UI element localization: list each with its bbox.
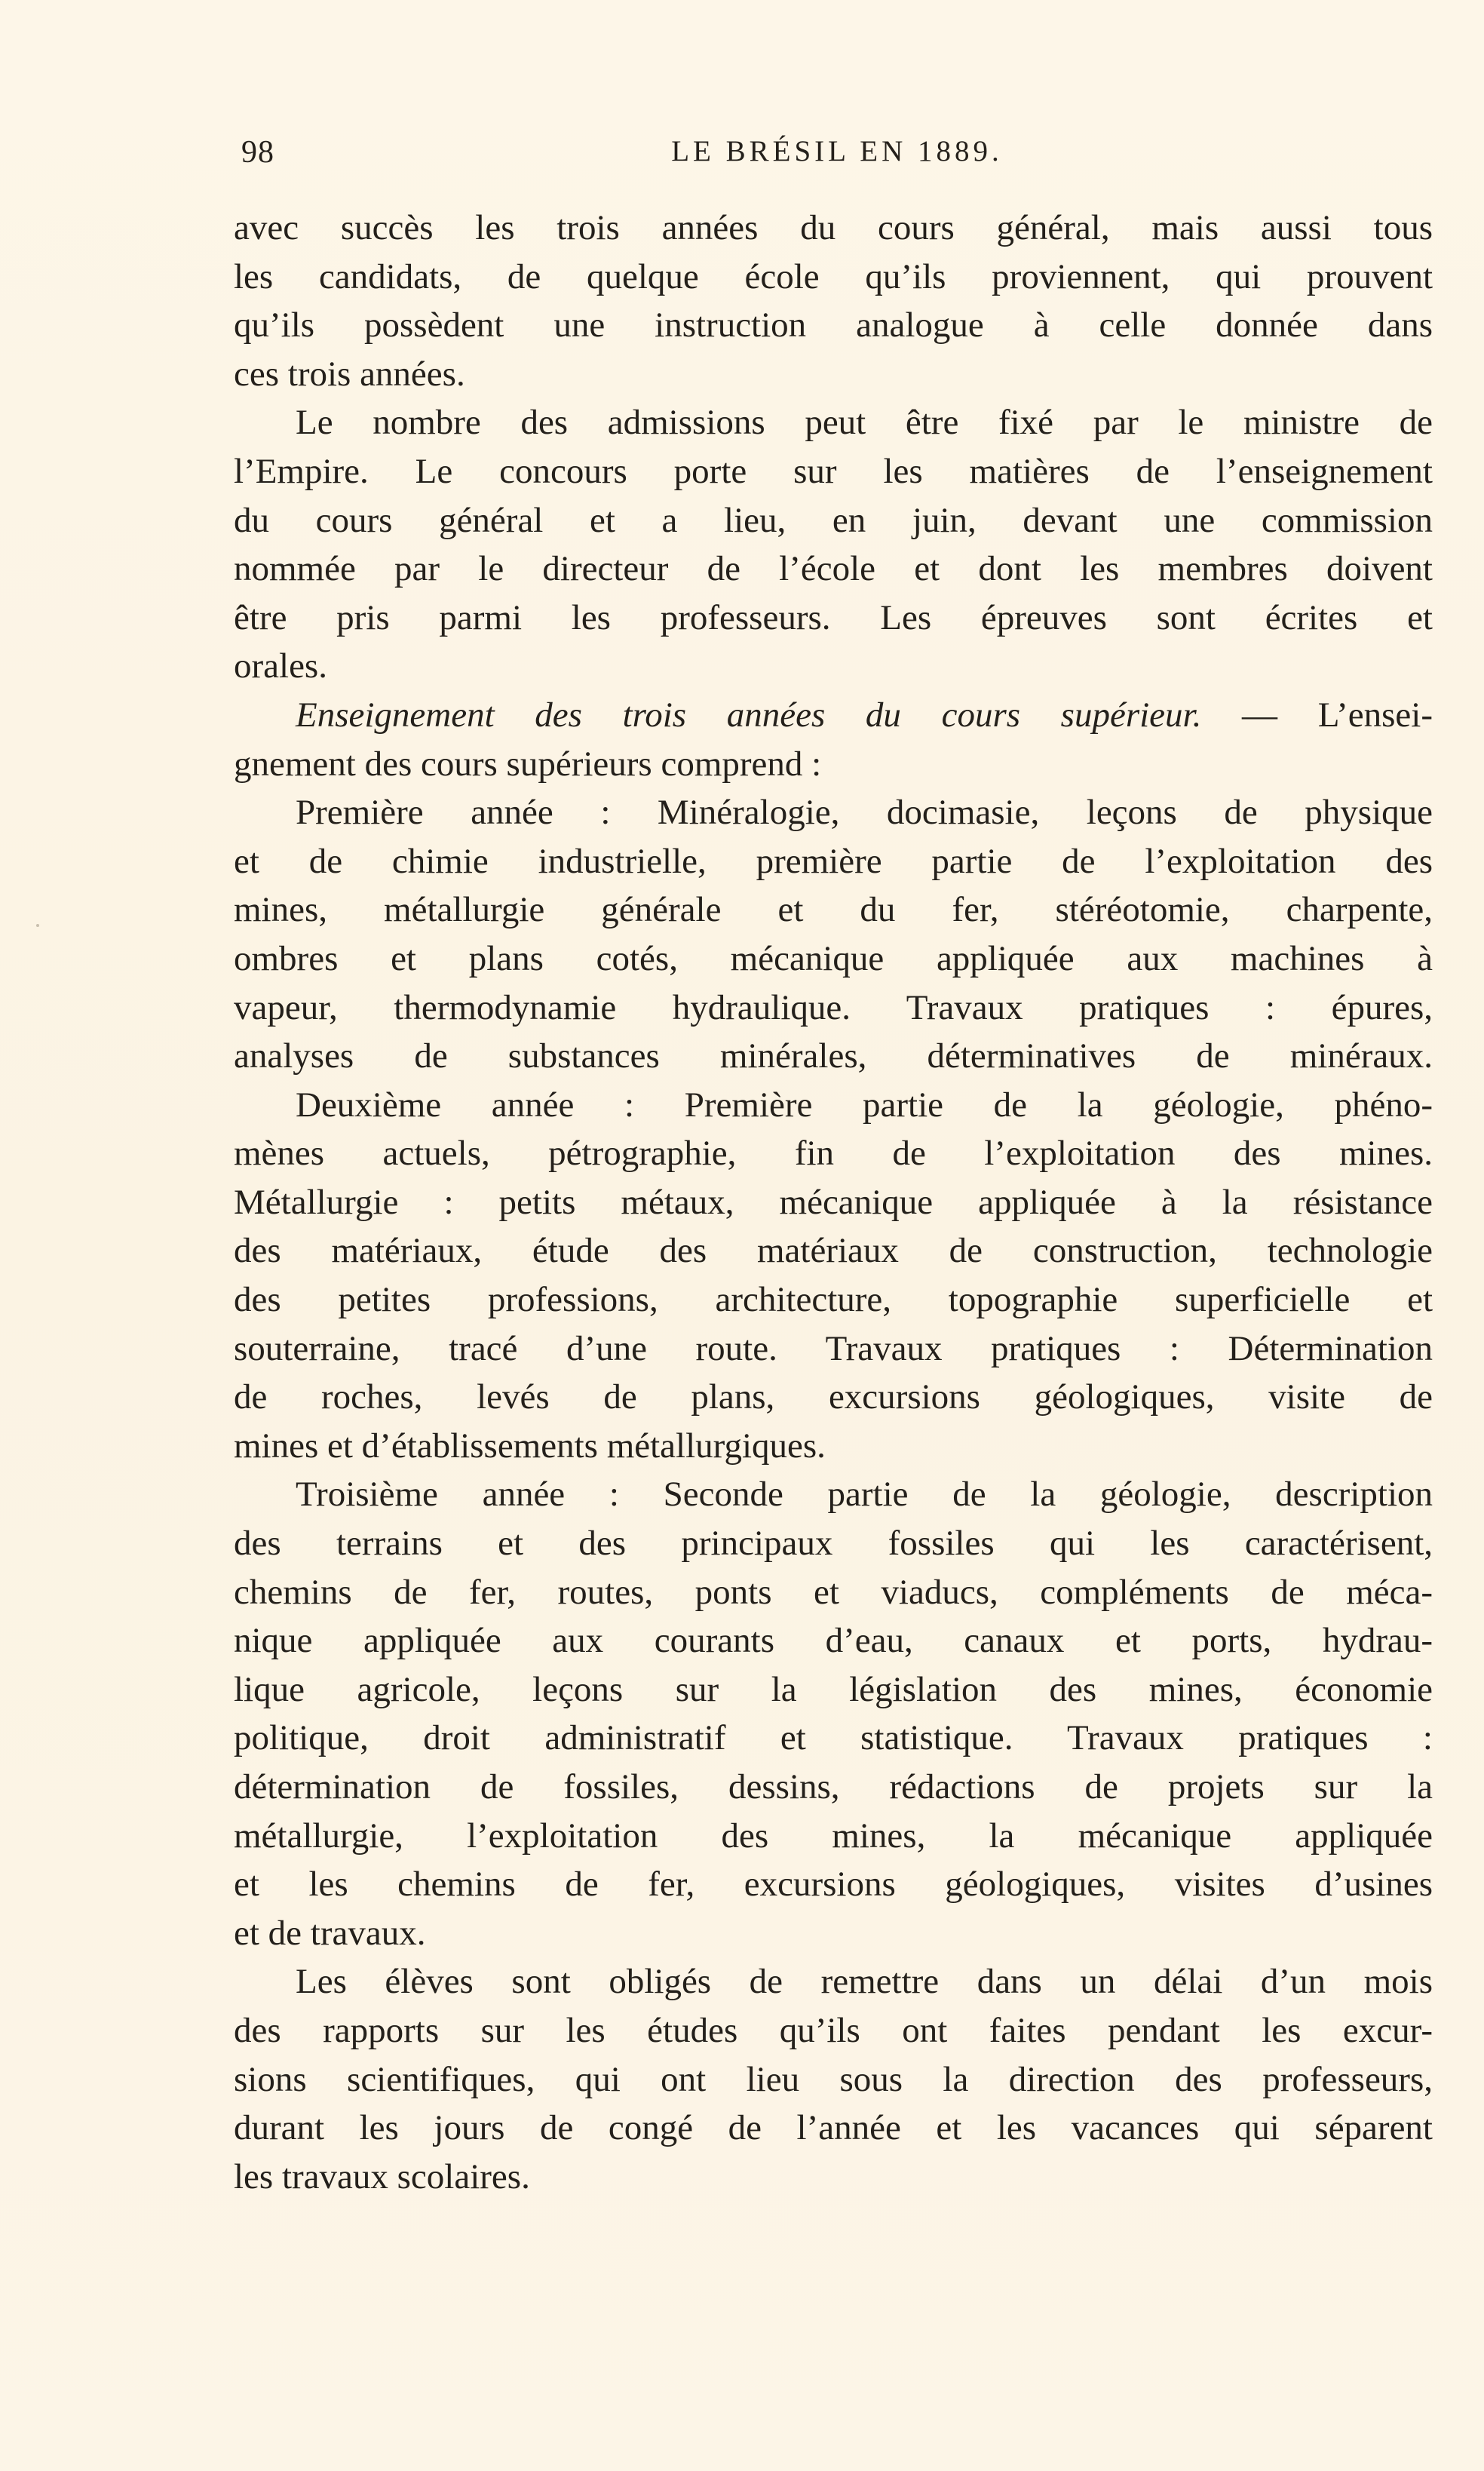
section-heading-line <box>234 691 1433 740</box>
text-line: nique appliquée aux courants d’eau, canaux et ports, hydrau- <box>234 1621 1433 1661</box>
text-line: du cours général et a lieu, en juin, devant une commission <box>234 500 1433 540</box>
page-number: 98 <box>241 135 274 170</box>
text-line: Le nombre des admissions peut être fixé par le ministre de <box>296 403 1433 443</box>
text-line: détermination de fossiles, dessins, rédactions de projets sur la <box>234 1767 1433 1806</box>
text-line: les travaux scolaires. <box>234 2156 530 2196</box>
body-text <box>234 204 1433 2201</box>
text-line: durant les jours de congé de l’année et les vacances qui séparent <box>234 2108 1433 2148</box>
heading-continuation: — L’ensei- <box>1201 695 1433 735</box>
text-line: métallurgie, l’exploitation des mines, la mécanique appliquée <box>234 1816 1433 1856</box>
text-line: politique, droit administratif et statistique. Travaux pratiques : <box>234 1718 1433 1758</box>
paper-speck <box>36 924 39 927</box>
text-line: Deuxième année : Première partie de la géologie, phéno- <box>296 1085 1433 1125</box>
text-line: lique agricole, leçons sur la législation des mines, économie <box>234 1669 1433 1709</box>
text-line: avec succès les trois années du cours général, mais aussi tous <box>234 208 1433 247</box>
text-line: qu’ils possèdent une instruction analogue à celle donnée dans <box>234 305 1433 345</box>
text-line: ces trois années. <box>234 354 465 394</box>
text-line: et les chemins de fer, excursions géologiques, visites d’usines <box>234 1865 1433 1905</box>
text-line: des terrains et des principaux fossiles qui les caractérisent, <box>234 1524 1433 1564</box>
running-title: LE BRÉSIL EN 1889. <box>671 135 1003 167</box>
text-line: des matériaux, étude des matériaux de construction, technologie <box>234 1231 1433 1271</box>
text-line: chemins de fer, routes, ponts et viaducs, compléments de méca- <box>234 1572 1433 1612</box>
text-line: analyses de substances minérales, déterminatives de minéraux. <box>234 1036 1433 1076</box>
text-line: mines, métallurgie générale et du fer, stéréotomie, charpente, <box>234 890 1433 930</box>
text-line: orales. <box>234 646 327 686</box>
text-line: l’Empire. Le concours porte sur les matières de l’enseignement <box>234 451 1433 491</box>
text-line: les candidats, de quelque école qu’ils proviennent, qui prouvent <box>234 256 1433 296</box>
text-line: être pris parmi les professeurs. Les épreuves sont écrites et <box>234 597 1433 637</box>
text-line: Troisième année : Seconde partie de la géologie, description <box>296 1475 1433 1515</box>
text-line: Première année : Minéralogie, docimasie, leçons de physique <box>296 793 1433 833</box>
text-line: souterraine, tracé d’une route. Travaux pratiques : Détermination <box>234 1328 1433 1368</box>
page-header <box>241 134 1433 180</box>
text-line: et de travaux. <box>234 1913 426 1953</box>
text-line: sions scientifiques, qui ont lieu sous la direction des professeurs, <box>234 2059 1433 2099</box>
text-line: Métallurgie : petits métaux, mécanique appliquée à la résistance <box>234 1182 1433 1222</box>
text-line: gnement des cours supérieurs comprend : <box>234 744 822 784</box>
text-line: vapeur, thermodynamie hydraulique. Travaux pratiques : épures, <box>234 987 1433 1027</box>
section-heading: Enseignement des trois années du cours supérieur. <box>296 695 1202 735</box>
text-line: des petites professions, architecture, topographie superficielle et <box>234 1280 1433 1320</box>
text-line: mines et d’établissements métallurgiques. <box>234 1426 826 1466</box>
text-line: mènes actuels, pétrographie, fin de l’exploitation des mines. <box>234 1134 1433 1174</box>
text-line: nommée par le directeur de l’école et dont les membres doivent <box>234 549 1433 589</box>
text-line: Les élèves sont obligés de remettre dans un délai d’un mois <box>296 1962 1433 2002</box>
text-line: ombres et plans cotés, mécanique appliquée aux machines à <box>234 938 1433 978</box>
text-line: et de chimie industrielle, première partie de l’exploitation des <box>234 841 1433 881</box>
text-line: de roches, levés de plans, excursions géologiques, visite de <box>234 1377 1433 1417</box>
text-line: des rapports sur les études qu’ils ont faites pendant les excur- <box>234 2010 1433 2050</box>
